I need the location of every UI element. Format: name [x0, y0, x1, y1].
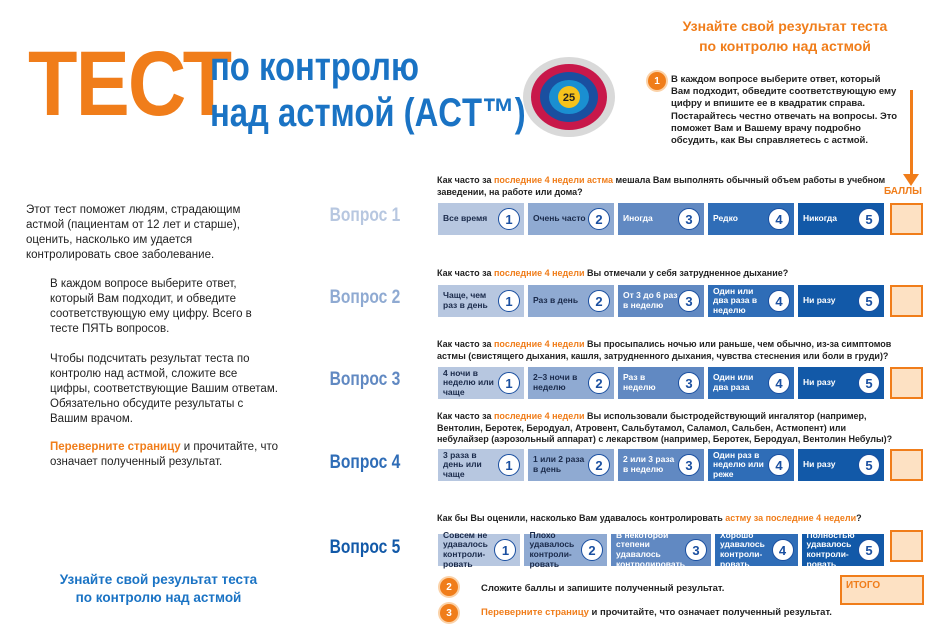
- question-1-answers: [437, 202, 885, 236]
- turn-page-rest: и прочитайте, что означает полученный результат.: [50, 441, 278, 468]
- instructions-text: В каждом вопросе выберите ответ, который Вам подходит, обведите соответствующую ему цифру и впишите ее в квадратик справа. Постарайтесь честно отвечать на вопросы. Это поможет Вам и Вашему врачу подробно обсудить, как Вы справляетесь с астмой.: [671, 74, 898, 147]
- question-1-score-box[interactable]: [890, 203, 923, 235]
- question-5-score-box[interactable]: [890, 530, 923, 562]
- answer-option[interactable]: [617, 284, 705, 318]
- scoring-paragraph: Чтобы подсчитать результат теста по контролю над астмой, сложите все цифры, соответствующие Вашим ответам. Обязательно обсудите результаты с Вашим врачом.: [50, 353, 278, 425]
- answer-option[interactable]: [707, 202, 795, 236]
- answer-label: Ни разу: [803, 295, 836, 306]
- answer-label: Все время: [443, 213, 488, 224]
- page-subtitle: [210, 44, 526, 136]
- question-2-answers: [437, 284, 885, 318]
- question-2-score-box[interactable]: [890, 285, 923, 317]
- answer-score-circle[interactable]: 4: [772, 539, 794, 561]
- step-3-text: [481, 607, 832, 618]
- question-text-part: Как часто за: [437, 411, 494, 421]
- question-text-part: ?: [856, 513, 862, 523]
- answer-score-circle[interactable]: 2: [588, 208, 610, 230]
- answer-score-circle[interactable]: 1: [498, 208, 520, 230]
- answer-label: Очень часто: [533, 213, 586, 224]
- answer-option[interactable]: [527, 448, 615, 482]
- answer-score-circle[interactable]: 5: [858, 208, 880, 230]
- question-4-answers: [437, 448, 885, 482]
- answer-label: 1 или 2 раза в день: [533, 454, 585, 474]
- answer-label: Плохо удавалось контроли-ровать: [529, 529, 575, 569]
- question-text-part: Как бы Вы оценили, насколько Вам удавалось контролировать: [437, 513, 726, 523]
- result-heading-line-2: по контролю над астмой: [699, 38, 871, 54]
- question-3-answers: [437, 366, 885, 400]
- answer-label: 3 раза в день или чаще: [443, 449, 482, 479]
- answer-label: Один или два раза: [713, 372, 754, 392]
- answer-score-circle[interactable]: 5: [858, 539, 880, 561]
- answer-option[interactable]: [801, 529, 885, 569]
- turn-page-paragraph: [50, 440, 280, 470]
- answer-score-circle[interactable]: 4: [768, 454, 790, 476]
- answer-label: Ни разу: [803, 459, 836, 470]
- answer-score-circle[interactable]: 3: [678, 208, 700, 230]
- answer-option[interactable]: [437, 366, 525, 400]
- step-1-badge: 1: [648, 72, 666, 90]
- question-text-part: Как часто за: [437, 268, 494, 278]
- question-text-part: Вы отмечали у себя затрудненное дыхание?: [584, 268, 789, 278]
- answer-label: Чаще, чем раз в день: [443, 290, 488, 310]
- answer-option[interactable]: [527, 202, 615, 236]
- answer-option[interactable]: [437, 529, 521, 569]
- answer-option[interactable]: [707, 366, 795, 400]
- answer-option[interactable]: [797, 202, 885, 236]
- answer-score-circle[interactable]: 1: [498, 454, 520, 476]
- question-text-highlight: последние 4 недели астма: [494, 175, 613, 185]
- question-1-text: [437, 175, 897, 198]
- question-text-highlight: астму за последние 4 недели: [725, 513, 857, 523]
- step-3-badge: 3: [440, 604, 458, 622]
- left-footer-heading: [36, 571, 281, 607]
- total-score-box[interactable]: [840, 575, 924, 605]
- question-text-part: мешала Вам выполнять обычный объем работы в учебном заведении, на работе или дома?: [437, 175, 886, 197]
- result-heading-line-1: Узнайте свой результат теста: [682, 18, 888, 34]
- answer-label: Один или два раза в неделю: [713, 285, 758, 315]
- answer-score-circle[interactable]: 4: [768, 290, 790, 312]
- answer-label: Раз в неделю: [623, 372, 656, 392]
- subtitle-line-2: над астмой (ACT™): [210, 91, 526, 135]
- answer-label: Раз в день: [533, 295, 579, 306]
- answer-option[interactable]: [797, 366, 885, 400]
- answer-label: Редко: [713, 213, 738, 224]
- question-text-highlight: последние 4 недели: [494, 339, 585, 349]
- answer-option[interactable]: [617, 202, 705, 236]
- step-3-highlight: Переверните страницу: [481, 607, 589, 618]
- answer-score-circle[interactable]: 3: [685, 539, 707, 561]
- left-footer-line-2: по контролю над астмой: [75, 590, 242, 605]
- question-text-part: Как часто за: [437, 339, 494, 349]
- answer-label: 2–3 ночи в неделю: [533, 372, 578, 392]
- total-score-label: ИТОГО: [846, 580, 881, 591]
- answer-score-circle[interactable]: 4: [768, 208, 790, 230]
- subtitle-line-1: по контролю: [210, 45, 419, 89]
- question-4-text: [437, 411, 897, 446]
- question-2-label: Вопрос 2: [329, 287, 401, 308]
- answer-label: Совсем не удавалось контроли-ровать: [443, 529, 488, 569]
- answer-score-circle[interactable]: 2: [588, 290, 610, 312]
- answer-option[interactable]: [527, 366, 615, 400]
- answer-score-circle[interactable]: 3: [678, 454, 700, 476]
- answer-option[interactable]: [617, 366, 705, 400]
- instruction-paragraph: В каждом вопросе выберите ответ, который Вам подходит, и обведите соответствующую ему цифру. Всего в тесте ПЯТЬ вопросов.: [50, 278, 252, 335]
- question-text-highlight: последние 4 недели: [494, 411, 585, 421]
- answer-option[interactable]: [797, 284, 885, 318]
- question-2-text: [437, 268, 897, 280]
- answer-label: В некоторой степени удавалось контролировать: [615, 529, 686, 569]
- answer-option[interactable]: [437, 202, 525, 236]
- answer-option[interactable]: [707, 284, 795, 318]
- question-3-label: Вопрос 3: [329, 369, 401, 390]
- answer-score-circle[interactable]: 3: [678, 372, 700, 394]
- step-2-text: Сложите баллы и запишите полученный результат.: [481, 583, 725, 594]
- answer-label: Ни разу: [803, 377, 836, 388]
- question-3-score-box[interactable]: [890, 367, 923, 399]
- answer-option[interactable]: [437, 448, 525, 482]
- question-text-highlight: последние 4 недели: [494, 268, 585, 278]
- answer-label: Никогда: [803, 213, 838, 224]
- question-4-label: Вопрос 4: [329, 452, 401, 473]
- turn-page-highlight: Переверните страницу: [50, 441, 181, 453]
- answer-option[interactable]: [610, 529, 712, 569]
- answer-score-circle[interactable]: 2: [588, 454, 610, 476]
- answer-label: Иногда: [623, 213, 653, 224]
- question-3-text: [437, 339, 897, 362]
- answer-label: 4 ночи в неделю или чаще: [443, 367, 494, 397]
- answer-score-circle[interactable]: 5: [858, 372, 880, 394]
- left-footer-line-1: Узнайте свой результат теста: [59, 572, 258, 587]
- question-text-part: Вы использовали быстродействующий ингалятор (например, Вентолин, Беротек, Беродуал, Атровент, Сальбутамол, Саламол, Сальбен, Астмопент) или небулайзер (аэрозольный аппарат) с лекарством (например, Беротек, Беродуал, Вентолин Небулы)?: [437, 411, 893, 444]
- answer-option[interactable]: [437, 284, 525, 318]
- answer-score-circle[interactable]: 1: [498, 290, 520, 312]
- answer-option[interactable]: [523, 529, 607, 569]
- down-arrow-icon: [910, 90, 913, 176]
- answer-label: Хорошо удавалось контроли-ровать: [720, 529, 765, 569]
- answer-label: 2 или 3 раза в неделю: [623, 454, 675, 474]
- arrow-head-icon: [903, 174, 919, 186]
- step-2-badge: 2: [440, 578, 458, 596]
- answer-score-circle[interactable]: 2: [581, 539, 603, 561]
- answer-score-circle[interactable]: 3: [678, 290, 700, 312]
- question-text-part: Вы просыпались ночью или раньше, чем обычно, из-за симптомов астмы (свистящего дыхания, кашля, затрудненного дыхания, чувства стеснения или боли в груди)?: [437, 339, 892, 361]
- question-4-score-box[interactable]: [890, 449, 923, 481]
- answer-score-circle[interactable]: 5: [858, 290, 880, 312]
- answer-label: Полностью удавалось контроли-ровать: [806, 529, 855, 569]
- answer-score-circle[interactable]: 1: [494, 539, 516, 561]
- page-title: ТЕСТ: [28, 33, 231, 135]
- question-text-part: Как часто за: [437, 175, 494, 185]
- question-5-label: Вопрос 5: [329, 537, 401, 558]
- scores-column-label: БАЛЛЫ: [884, 186, 922, 197]
- answer-score-circle[interactable]: 5: [858, 454, 880, 476]
- step-3-rest: и прочитайте, что означает полученный результат.: [588, 607, 832, 618]
- answer-option[interactable]: [527, 284, 615, 318]
- answer-label: Один раз в неделю или реже: [713, 449, 764, 479]
- answer-option[interactable]: [617, 448, 705, 482]
- answer-score-circle[interactable]: 4: [768, 372, 790, 394]
- answer-label: От 3 до 6 раз в неделю: [623, 290, 678, 310]
- question-5-text: [437, 513, 897, 525]
- question-1-label: Вопрос 1: [329, 205, 401, 226]
- question-5-answers: [437, 529, 885, 569]
- target-value: 25: [562, 92, 576, 104]
- answer-option[interactable]: [797, 448, 885, 482]
- result-heading: [650, 16, 920, 56]
- target-icon: [522, 56, 616, 138]
- answer-score-circle[interactable]: 2: [588, 372, 610, 394]
- answer-option[interactable]: [714, 529, 798, 569]
- answer-score-circle[interactable]: 1: [498, 372, 520, 394]
- intro-paragraph: Этот тест поможет людям, страдающим астмой (пациентам от 12 лет и старше), оценить, насколько им удается контролировать свое заболевание.: [26, 204, 241, 261]
- answer-option[interactable]: [707, 448, 795, 482]
